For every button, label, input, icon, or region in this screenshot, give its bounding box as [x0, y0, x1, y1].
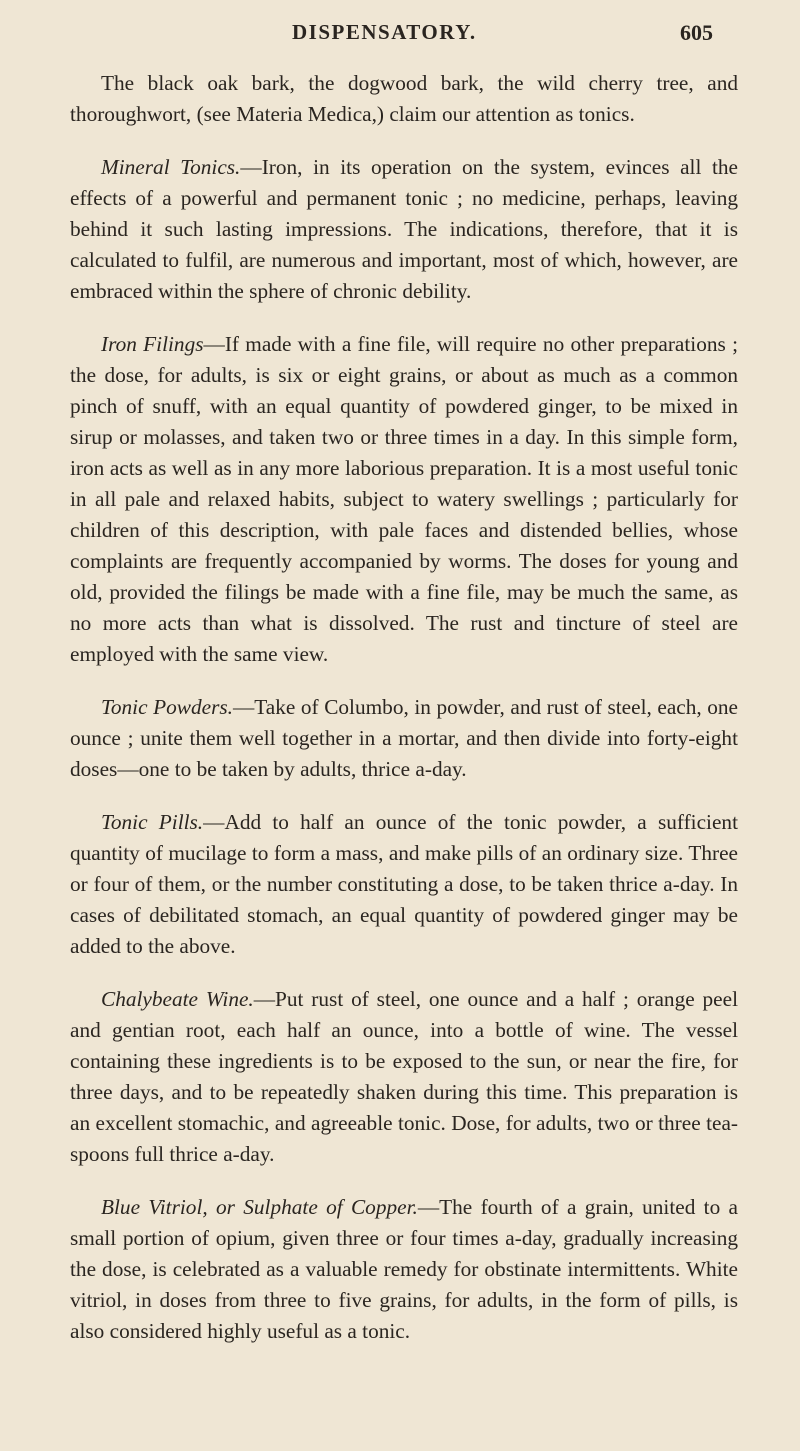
paragraph-text: —The fourth of a grain, united to a small portion of opium, given three or four times a-day, gradually increasing the dose, is celebrated as a valuable remedy for obstinate intermittents. White vitriol, in doses from three to five grains, for adults, in the form of pills, is also considered highly useful as a tonic. [70, 1195, 739, 1343]
paragraph-text: —If made with a fine file, will require no other preparations ; the dose, for adults, is six or eight grains, or about as much as a common pinch of snuff, with an equal quantity of powdered ginger, to be mixed in sirup or molasses, and taken two or three times in a day. In this simple form, iron acts as well as in any more laborious preparation. It is a most useful tonic in all pale and relaxed habits, subject to watery swellings ; particularly for children of this description, with pale faces and distended bellies, whose complaints are frequently accompanied by worms. The doses for young and old, provided the filings be made with a fine file, may be much the same, as no more acts than what is dissolved. The rust and tincture of steel are employed with the same view. [70, 332, 738, 666]
paragraph-text: —Put rust of steel, one ounce and a half ; orange peel and gentian root, each half an ounce, into a bottle of wine. The vessel containing these ingredients is to be exposed to the sun, or near the fire, for three days, and to be repeatedly shaken during this time. This preparation is an excellent stomachic, and agreeable tonic. Dose, for adults, two or three tea-spoons full thrice a-day. [70, 987, 738, 1166]
page-number: 605 [680, 20, 713, 45]
paragraph-lead: Chalybeate Wine. [101, 987, 254, 1011]
paragraph-lead: Blue Vitriol, or Sulphate of Copper. [101, 1195, 418, 1219]
paragraph-lead: Iron Filings [101, 332, 204, 356]
paragraph-text: The black oak bark, the dogwood bark, the wild cherry tree, and thoroughwort, (see Materia Medica,) claim our attention as tonics. [70, 71, 738, 126]
paragraph-text: —Iron, in its operation on the system, evinces all the effects of a powerful and permanent tonic ; no medicine, perhaps, leaving behind it such lasting impressions. The indications, therefore, that it is calculated to fulfil, are numerous and important, most of which, however, are embraced within the sphere of chronic debility. [70, 155, 738, 303]
paragraph-chalybeate-wine [70, 984, 738, 1170]
paragraph-blue-vitriol [70, 1192, 738, 1347]
running-head [0, 20, 800, 50]
paragraph-text: —Add to half an ounce of the tonic powder, a sufficient quantity of mucilage to form a mass, and make pills of an ordinary size. Three or four of them, or the number constituting a dose, to be taken thrice a-day. In cases of debilitated stomach, an equal quantity of powdered ginger may be added to the above. [70, 810, 738, 958]
paragraph-tonic-barks [70, 68, 738, 130]
paragraph-lead: Mineral Tonics. [101, 155, 241, 179]
running-title: DISPENSATORY. [292, 20, 477, 44]
paragraph-tonic-powders [70, 692, 738, 785]
paragraph-tonic-pills [70, 807, 738, 962]
page-body [70, 68, 738, 1369]
paragraph-mineral-tonics [70, 152, 738, 307]
paragraph-lead: Tonic Pills. [101, 810, 204, 834]
paragraph-text: —Take of Columbo, in powder, and rust of steel, each, one ounce ; unite them well together in a mortar, and then divide into forty-eight doses—one to be taken by adults, thrice a-day. [70, 695, 739, 781]
paragraph-iron-filings [70, 329, 738, 670]
paragraph-lead: Tonic Powders. [101, 695, 233, 719]
